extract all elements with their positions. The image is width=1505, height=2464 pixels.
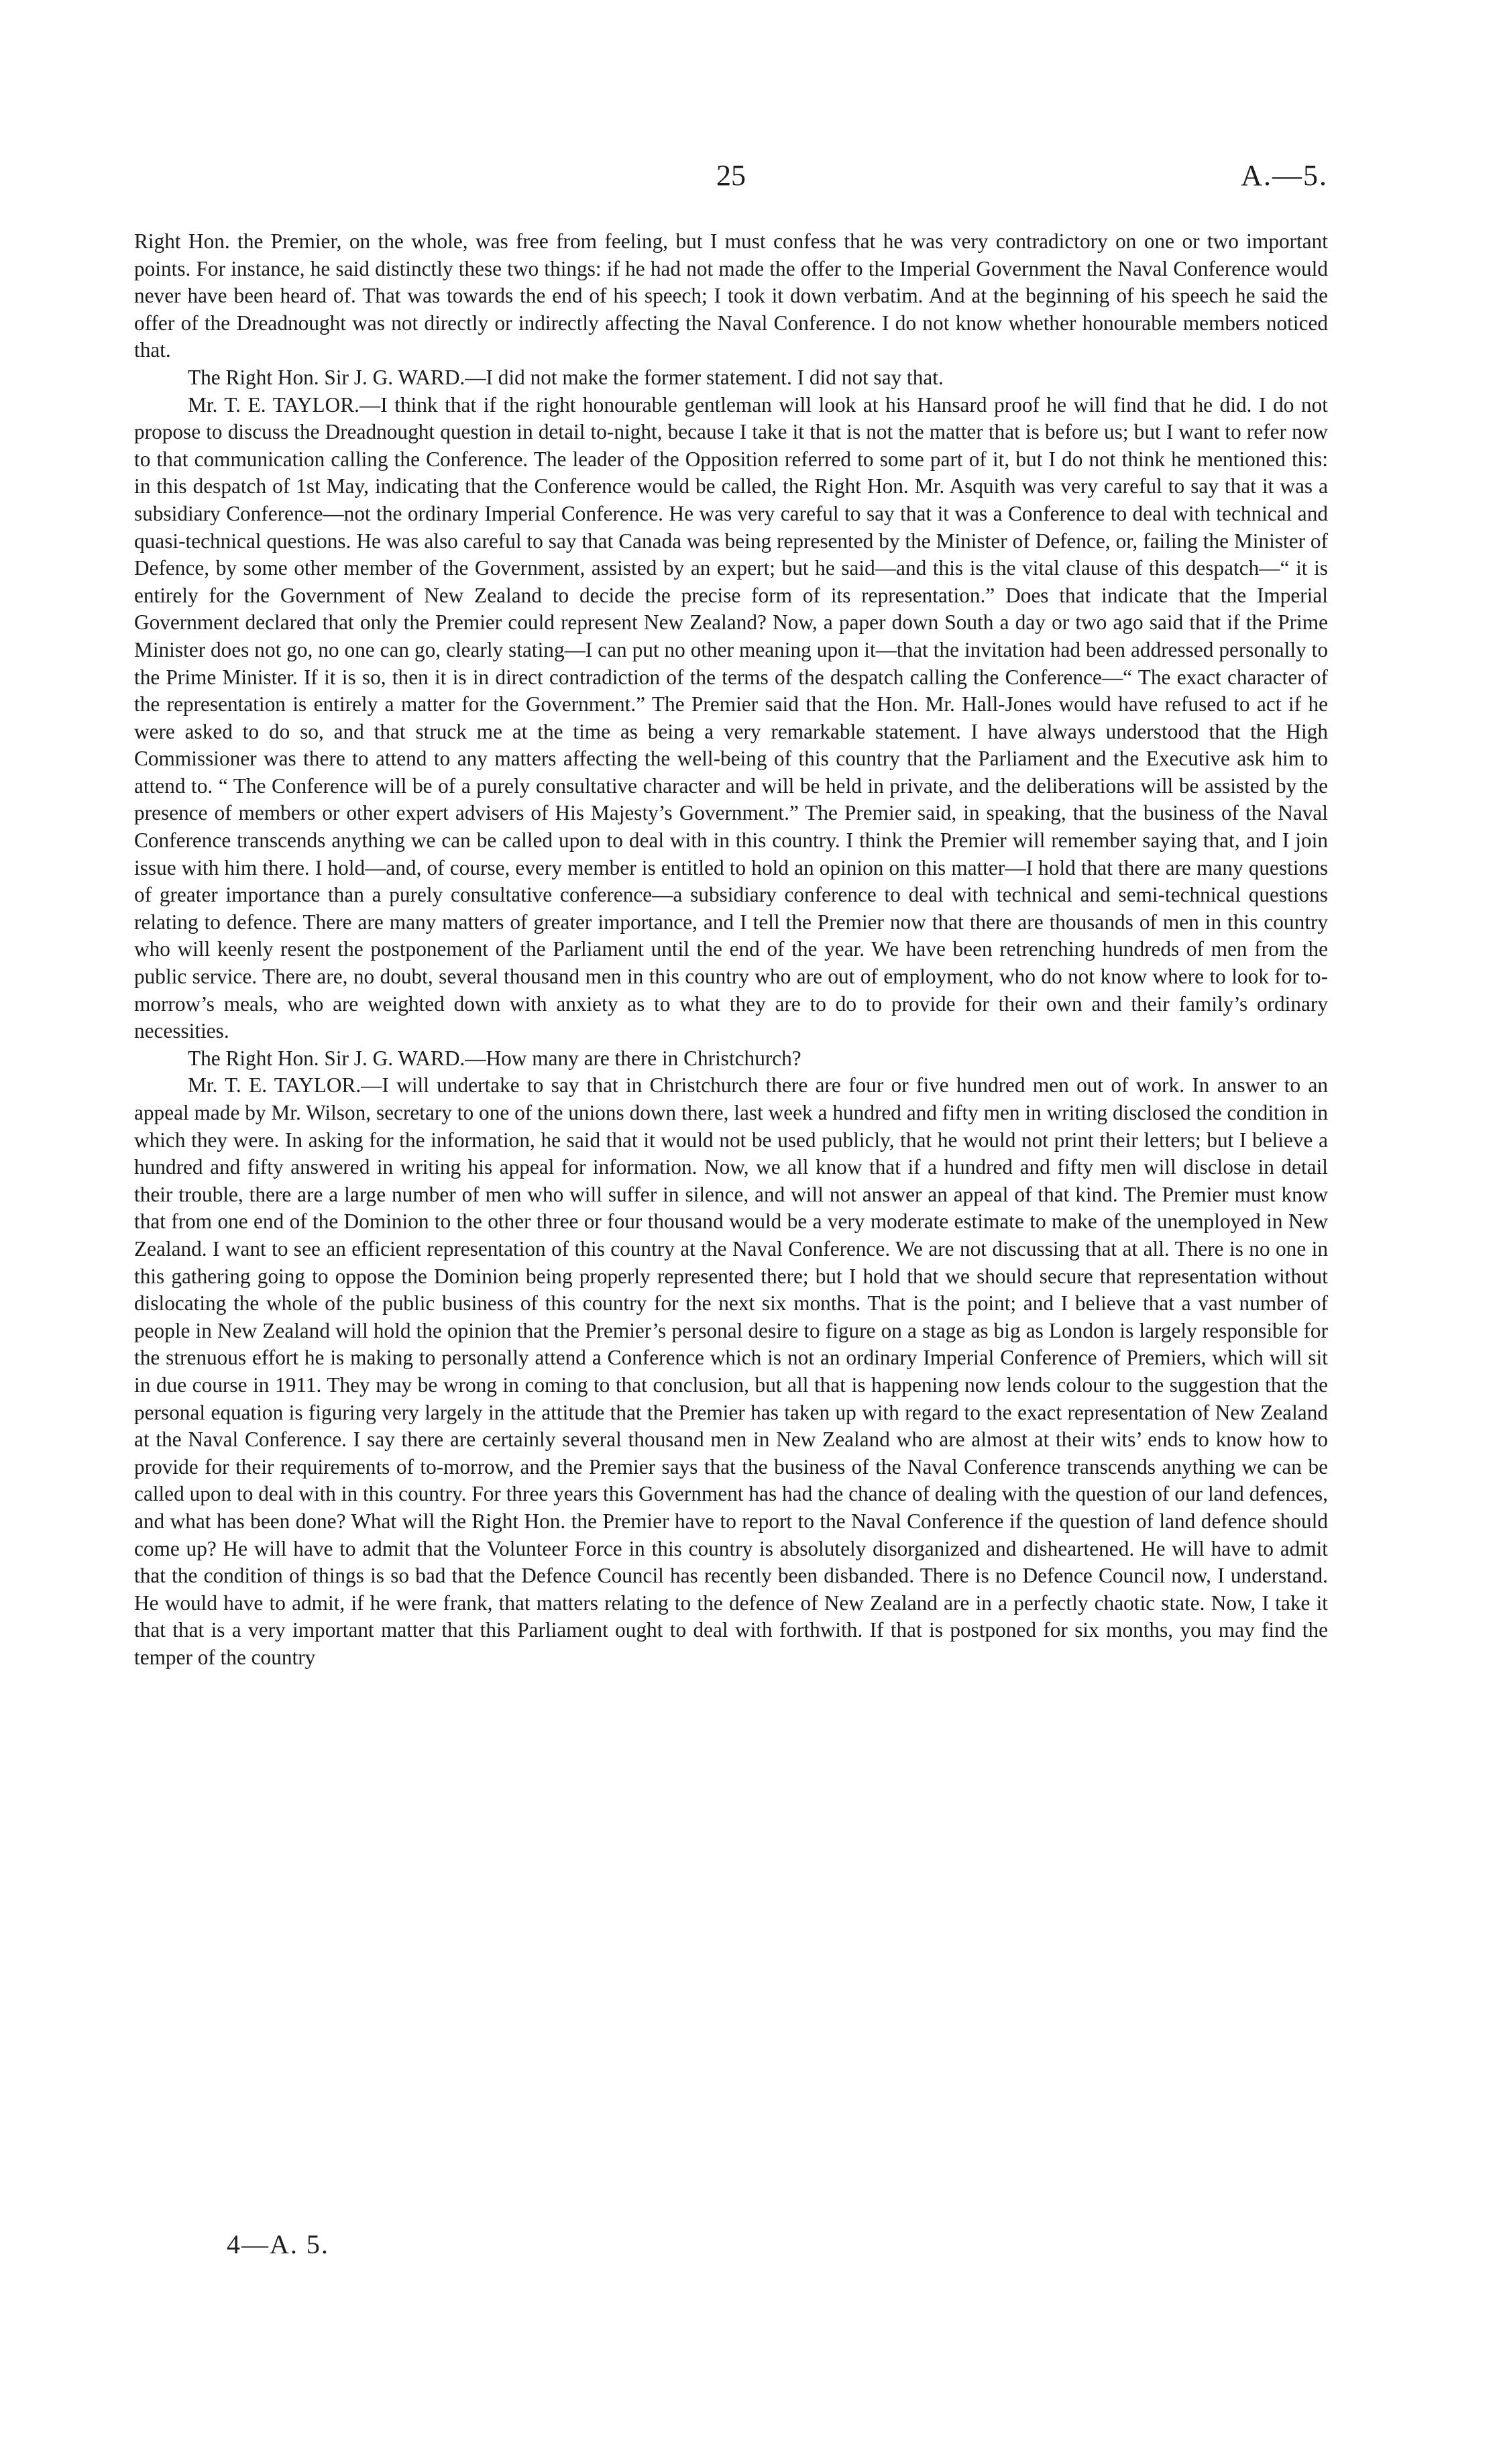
paragraph-taylor-speech: Mr. T. E. TAYLOR.—I think that if the right honourable gentleman will look at his Hansard proof he will find that he did. I do not propose to discuss the Dreadnought question in detail to-night, because I take it that is not the matter that is before us; but I want to refer now to that communication calling the Conference. The leader of the Opposition referred to some part of it, but I do not think he mentioned this: in this despatch of 1st May, indicating that the Conference would be called, the Right Hon. Mr. Asquith was very careful to say that it was a subsidiary Conference—not the ordinary Imperial Conference. He was very careful to say that it was a Conference to deal with technical and quasi-technical questions. He was also careful to say that Canada was being represented by the Minister of Defence, or, failing the Minister of Defence, by some other member of the Government, assisted by an expert; but he said—and this is the vital clause of this despatch—“ it is entirely for the Government of New Zealand to decide the precise form of its representation.” Does that indicate that the Imperial Government declared that only the Premier could represent New Zealand? Now, a paper down South a day or two ago said that if the Prime Minister does not go, no one can go, clearly stating—I can put no other meaning upon it—that the invitation had been addressed personally to the Prime Minister. If it is so, then it is in direct contradiction of the terms of the despatch calling the Conference—“ The exact character of the representation is entirely a matter for the Government.” The Premier said that the Hon. Mr. Hall-Jones would have refused to act if he were asked to do so, and that struck me at the time as being a very remarkable statement. I have always understood that the High Commissioner was there to attend to any matters affecting the well-being of this country that the Parliament and the Executive ask him to attend to. “ The Conference will be of a purely consultative character and will be held in private, and the deliberations will be assisted by the presence of members or other expert advisers of His Majesty’s Government.” The Premier said, in speaking, that the business of the Naval Conference transcends anything we can be called upon to deal with in this country. I think the Premier will remember saying that, and I join issue with him there. I hold—and, of course, every member is entitled to hold an opinion on this matter—I hold that there are many questions of greater importance than a purely consultative conference—a subsidiary conference to deal with technical and semi-technical questions relating to defence. There are many matters of greater importance, and I tell the Premier now that there are thousands of men in this country who will keenly resent the postponement of the Parliament until the end of the year. We have been retrenching hundreds of men from the public service. There are, no doubt, several thousand men in this country who are out of employment, who do not know where to look for to-morrow’s meals, who are weighted down with anxiety as to what they are to do to provide for their own and their family’s ordinary necessities. xyxy=(134,392,1328,1043)
paragraph-continued: Right Hon. the Premier, on the whole, was free from feeling, but I must confess that he was very contradictory on one or two important points. For instance, he said distinctly these two things: if he had not made the offer to the Imperial Government the Naval Conference would never have been heard of. That was towards the end of his speech; I took it down verbatim. And at the beginning of his speech he said the offer of the Dreadnought was not directly or indirectly affecting the Naval Conference. I do not know whether honourable members noticed that. xyxy=(134,229,1328,362)
page-number: 25 xyxy=(716,159,746,192)
body-text xyxy=(134,228,1328,1671)
printer-signature: 4—A. 5. xyxy=(227,2229,329,2259)
page-header xyxy=(134,158,1328,199)
paragraph-ward-question: The Right Hon. Sir J. G. WARD.—How many are there in Christchurch? xyxy=(188,1046,801,1070)
document-reference: A.—5. xyxy=(1241,159,1328,192)
paragraph-ward-interjection: The Right Hon. Sir J. G. WARD.—I did not make the former statement. I did not say that. xyxy=(188,365,944,389)
paragraph-taylor-reply: Mr. T. E. TAYLOR.—I will undertake to say that in Christchurch there are four or five hundred men out of work. In answer to an appeal made by Mr. Wilson, secretary to one of the unions down there, last week a hundred and fifty men in writing disclosed the condition in which they were. In asking for the information, he said that it would not be used publicly, that he would not print their letters; but I believe a hundred and fifty answered in writing his appeal for information. Now, we all know that if a hundred and fifty men will disclose in detail their trouble, there are a large number of men who will suffer in silence, and will not answer an appeal of that kind. The Premier must know that from one end of the Dominion to the other three or four thousand would be a very moderate estimate to make of the unemployed in New Zealand. I want to see an efficient representation of this country at the Naval Conference. We are not discussing that at all. There is no one in this gathering going to oppose the Dominion being properly represented there; but I hold that we should secure that representation without dislocating the whole of the public business of this country for the next six months. That is the point; and I believe that a vast number of people in New Zealand will hold the opinion that the Premier’s personal desire to figure on a stage as big as London is largely responsible for the strenuous effort he is making to personally attend a Conference which is not an ordinary Imperial Conference of Premiers, which will sit in due course in 1911. They may be wrong in coming to that conclusion, but all that is happening now lends colour to the suggestion that the personal equation is figuring very largely in the attitude that the Premier has taken up with regard to the exact representation of New Zealand at the Naval Conference. I say there are certainly several thousand men in New Zealand who are almost at their wits’ ends to know how to provide for their requirements of to-morrow, and the Premier says that the business of the Naval Conference transcends anything we can be called upon to deal with in this country. For three years this Government has had the chance of dealing with the question of our land defences, and what has been done? What will the Right Hon. the Premier have to report to the Naval Conference if the question of land defence should come up? He will have to admit that the Volunteer Force in this country is absolutely disorganized and disheartened. He will have to admit that the condition of things is so bad that the Defence Council has recently been disbanded. There is no Defence Council now, I understand. He would have to admit, if he were frank, that matters relating to the defence of New Zealand are in a perfectly chaotic state. Now, I take it that that is a very important matter that this Parliament ought to deal with forthwith. If that is postponed for six months, you may find the temper of the country xyxy=(134,1073,1328,1669)
